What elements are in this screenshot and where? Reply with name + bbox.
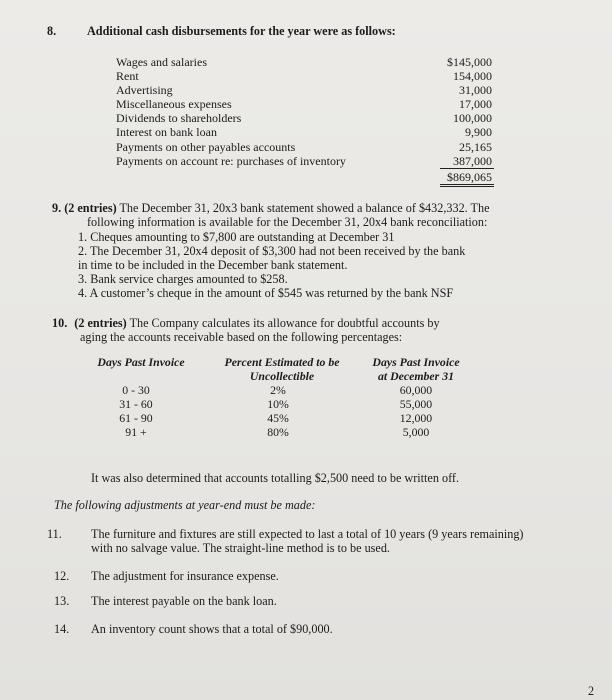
q13-text: The interest payable on the bank loan. — [91, 594, 277, 608]
expense-label: Miscellaneous expenses — [116, 97, 232, 111]
table-cell-percent: 10% — [267, 397, 289, 411]
table-cell-amount: 12,000 — [399, 411, 433, 425]
col-header-percent-2: Uncollectible — [249, 369, 315, 383]
q11-number: 11. — [47, 527, 62, 541]
expense-label: Payments on account re: purchases of inventory — [116, 154, 346, 168]
q10-intro-2: aging the accounts receivable based on the following percentages: — [80, 330, 403, 344]
subtotal-rule — [440, 168, 494, 169]
table-cell-amount: 5,000 — [402, 425, 430, 439]
expense-amount: 9,900 — [465, 125, 492, 139]
q9-item: 3. Bank service charges amounted to $258. — [78, 272, 288, 286]
q10-first-line — [52, 316, 440, 330]
q10-intro-1: The Company calculates its allowance for doubtful accounts by — [129, 316, 440, 330]
total-double-rule-top — [440, 184, 494, 185]
col-header-amount: Days Past Invoice — [372, 355, 460, 369]
col-header-days: Days Past Invoice — [97, 355, 185, 369]
q11-line-2: with no salvage value. The straight-line method is to be used. — [91, 541, 390, 555]
expense-label: Rent — [116, 69, 139, 83]
expense-amount: 387,000 — [453, 154, 492, 168]
table-cell-percent: 2% — [270, 383, 286, 397]
expense-amount: 31,000 — [459, 83, 492, 97]
q8-heading: Additional cash disbursements for the year were as follows: — [87, 24, 396, 38]
total-double-rule-bottom — [440, 186, 494, 187]
q10-entries: (2 entries) — [74, 316, 127, 330]
expense-amount: 100,000 — [453, 111, 492, 125]
table-cell-days: 31 - 60 — [119, 397, 153, 411]
q9-item: 4. A customer’s cheque in the amount of $545 was returned by the bank NSF — [78, 286, 454, 300]
table-cell-days: 0 - 30 — [122, 383, 150, 397]
expense-amount: 17,000 — [459, 97, 492, 111]
expense-label: Advertising — [116, 83, 173, 97]
expense-label: Payments on other payables accounts — [116, 140, 296, 154]
col-header-percent: Percent Estimated to be — [224, 355, 340, 369]
q12-number: 12. — [54, 569, 70, 583]
writeoff-note: It was also determined that accounts totalling $2,500 need to be written off. — [91, 471, 460, 485]
table-cell-amount: 55,000 — [399, 397, 433, 411]
col-header-amount-2: at December 31 — [377, 369, 454, 383]
q8-number: 8. — [47, 24, 57, 38]
expense-amount: 154,000 — [453, 69, 492, 83]
q9-intro-1: The December 31, 20x3 bank statement showed a balance of $432,332. The — [119, 201, 490, 215]
page-number: 2 — [588, 684, 595, 698]
q9-number: 9. — [52, 201, 62, 215]
table-cell-percent: 45% — [267, 411, 289, 425]
table-cell-days: 91 + — [125, 425, 147, 439]
q9-entries: (2 entries) — [64, 201, 117, 215]
expense-label: Dividends to shareholders — [116, 111, 242, 125]
q9-intro-2: following information is available for the December 31, 20x4 bank reconciliation: — [87, 215, 488, 229]
expense-amount: $145,000 — [447, 55, 492, 69]
expense-label: Interest on bank loan — [116, 125, 217, 139]
q11-line-1: The furniture and fixtures are still expected to last a total of 10 years (9 years remaining) — [91, 527, 524, 541]
q9-first-line — [52, 201, 490, 215]
q12-text: The adjustment for insurance expense. — [91, 569, 279, 583]
q14-text: An inventory count shows that a total of $90,000. — [91, 622, 333, 636]
q9-item: 2. The December 31, 20x4 deposit of $3,300 had not been received by the bank — [78, 244, 466, 258]
expense-total: $869,065 — [447, 170, 492, 184]
q10-number: 10. — [52, 316, 68, 330]
q9-item: 1. Cheques amounting to $7,800 are outstanding at December 31 — [78, 230, 395, 244]
table-cell-amount: 60,000 — [399, 383, 433, 397]
expense-label: Wages and salaries — [116, 55, 207, 69]
q9-item: in time to be included in the December bank statement. — [78, 258, 348, 272]
q13-number: 13. — [54, 594, 70, 608]
expense-amount: 25,165 — [459, 140, 492, 154]
table-cell-days: 61 - 90 — [119, 411, 153, 425]
q14-number: 14. — [54, 622, 70, 636]
table-cell-percent: 80% — [267, 425, 289, 439]
adjustments-heading: The following adjustments at year-end must be made: — [54, 498, 316, 512]
